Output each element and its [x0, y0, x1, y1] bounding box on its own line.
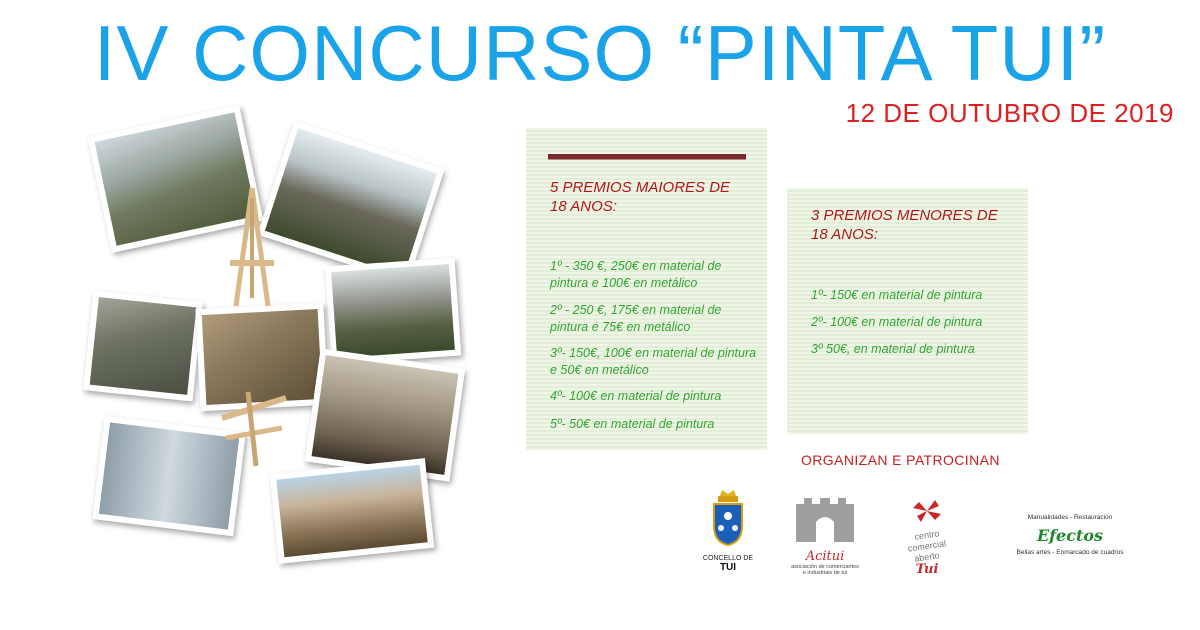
efectos-logo	[1010, 514, 1130, 574]
photo-church-palms	[257, 121, 444, 284]
centro-comercial-logo	[896, 498, 958, 580]
minor-prize-1: 1º- 150€ en material de pintura	[811, 288, 983, 302]
easel-icon	[212, 388, 292, 468]
concello-tui-logo	[700, 490, 756, 580]
pinwheel-icon	[907, 498, 947, 524]
centro-line-3: aberto	[913, 550, 941, 564]
efectos-bottom-line: Bellas artes - Enmarcado de cuadros	[1016, 549, 1124, 556]
photo-cathedral	[270, 458, 435, 564]
major-prize-5: 5º- 50€ en material de pintura	[550, 417, 715, 431]
divider-bar	[548, 154, 746, 160]
page-title: IV CONCURSO “PINTA TUI”	[93, 9, 1107, 97]
centro-line-2: comercial	[907, 538, 947, 554]
event-date: 12 DE OUTUBRO DE 2019	[845, 98, 1174, 128]
minor-prizes-heading: 3 PREMIOS MENORES DE 18 ANOS:	[811, 207, 998, 243]
minor-prize-2: 2º- 100€ en material de pintura	[811, 315, 983, 329]
major-prizes-heading: 5 PREMIOS MAIORES DE 18 ANOS:	[550, 179, 731, 215]
major-prizes-panel	[526, 128, 767, 450]
acitui-name: Acitui	[805, 549, 845, 564]
centro-line-4: Tui	[915, 562, 939, 577]
centro-line-1: centro	[913, 528, 941, 542]
efectos-top-line: Manualidades - Restauracion	[1027, 514, 1113, 521]
easel-icon	[222, 188, 282, 308]
coat-of-arms-icon	[708, 490, 748, 546]
photo-old-street	[83, 291, 203, 402]
acitui-subtitle: asociación de comerciantes e industriais de tui	[791, 564, 859, 576]
castle-wall-icon	[794, 498, 856, 542]
major-prize-2: 2º - 250 €, 175€ en material de pintura e 75€ en metálico	[550, 303, 722, 334]
concello-name: TUI	[719, 562, 737, 573]
acitui-logo	[790, 498, 860, 580]
minor-prizes-panel	[787, 188, 1028, 434]
sponsors-heading: ORGANIZAN E PATROCINAN	[801, 452, 1000, 468]
concello-label: CONCELLO DE	[702, 555, 754, 562]
major-prize-4: 4º- 100€ en material de pintura	[550, 389, 722, 403]
efectos-name: Efectos	[1036, 526, 1104, 545]
minor-prize-3: 3º 50€, en material de pintura	[811, 342, 975, 356]
major-prize-3: 3º- 150€, 100€ en material de pintura e 50€ en metálico	[550, 346, 757, 377]
photo-sculpture	[325, 258, 462, 365]
major-prize-1: 1º - 350 €, 250€ en material de pintura e 100€ en metálico	[550, 259, 722, 290]
